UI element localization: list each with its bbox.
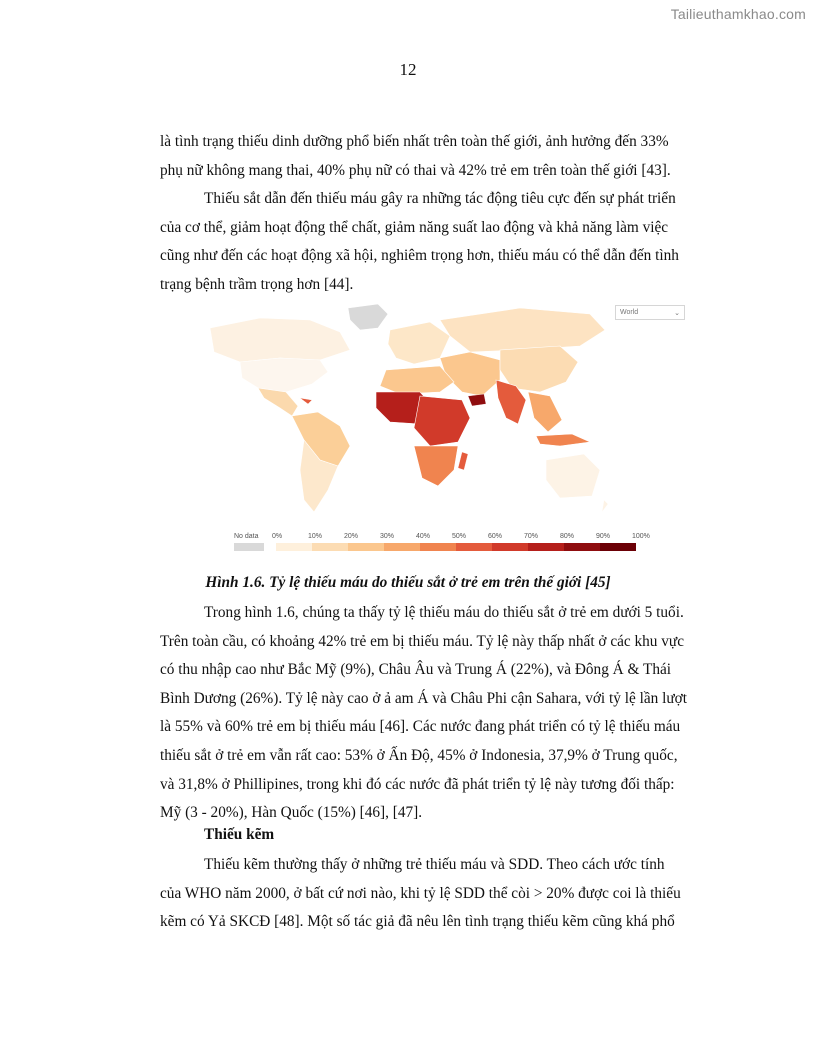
- text-line: có thu nhập cao như Bắc Mỹ (9%), Châu Âu và Trung Á (22%), và Đông Á & Thái: [160, 661, 672, 679]
- text-line: Mỹ (3 - 20%), Hàn Quốc (15%) [46], [47].: [160, 804, 423, 822]
- text-line: là 55% và 60% trẻ em bị thiếu máu [46]. Các nước đang phát triển có tỷ lệ thiếu máu: [160, 718, 681, 736]
- legend-tick-label: 30%: [380, 533, 395, 540]
- legend-tick-label: 90%: [596, 533, 611, 540]
- text-line: Thiếu kẽm thường thấy ở những trẻ thiếu máu và SDD. Theo cách ước tính: [204, 856, 665, 873]
- legend-tick-label: 20%: [344, 533, 359, 540]
- map-region-australia: [546, 454, 600, 498]
- paragraph-4: [160, 851, 712, 937]
- text-line: Trong hình 1.6, chúng ta thấy tỷ lệ thiếu máu do thiếu sắt ở trẻ em dưới 5 tuổi.: [204, 604, 684, 621]
- legend-color-swatch: [420, 543, 456, 551]
- anemia-world-map: [200, 300, 696, 558]
- map-region-canada: [210, 318, 350, 362]
- legend-color-swatch: [564, 543, 600, 551]
- legend-tick-label: 100%: [632, 533, 650, 540]
- text-line: và 31,8% ở Phillipines, trong khi đó các nước đã phát triển tỷ lệ này tương đối thấp:: [160, 775, 675, 793]
- region-dropdown-value: World: [620, 309, 639, 316]
- watermark: Tailieuthamkhao.com: [670, 6, 806, 22]
- map-legend: [234, 533, 674, 559]
- section-heading: Thiếu kẽm: [204, 826, 275, 843]
- map-region-indonesia: [536, 434, 590, 446]
- paragraph-2: [160, 185, 712, 299]
- text-line: Trên toàn cầu, có khoảng 42% trẻ em bị thiếu máu. Tỷ lệ này thấp nhất ở các khu vực: [160, 632, 685, 650]
- map-region-new-zealand: [602, 500, 608, 512]
- text-line: là tình trạng thiếu dinh dưỡng phổ biến nhất trên toàn thế giới, ảnh hưởng đến 33%: [160, 133, 669, 150]
- map-region-caribbean: [300, 398, 312, 404]
- map-region-central-america: [258, 388, 298, 416]
- map-region-north-africa: [380, 366, 454, 394]
- text-line: kẽm có Yả SKCĐ [48]. Một số tác giả đã nêu lên tình trạng thiếu kẽm cũng khá phổ: [160, 913, 675, 931]
- legend-no-data-label: No data: [234, 533, 259, 540]
- legend-color-swatch: [276, 543, 312, 551]
- text-line: của cơ thể, giảm hoạt động thể chất, giảm năng suất lao động và khả năng làm việc: [160, 218, 669, 236]
- page-number: 12: [399, 60, 417, 79]
- legend-tick-label: 0%: [272, 533, 283, 540]
- map-region-madagascar: [458, 452, 468, 470]
- text-line: cũng như đến các hoạt động xã hội, nghiêm trọng hơn, thiếu máu có thể dẫn đến tình: [160, 247, 679, 265]
- legend-color-swatch: [348, 543, 384, 551]
- map-region-russia: [440, 308, 605, 352]
- legend-color-swatch: [528, 543, 564, 551]
- figure-caption: Hình 1.6. Tỷ lệ thiếu máu do thiếu sắt ở trẻ em trên thế giới [45]: [205, 574, 611, 591]
- text-line: thiếu sắt ở trẻ em vẫn rất cao: 53% ở Ấn Độ, 45% ở Indonesia, 37,9% ở Trung quốc,: [160, 746, 678, 764]
- legend-no-data-swatch: [234, 543, 264, 551]
- legend-tick-label: 50%: [452, 533, 467, 540]
- map-region-central-africa: [414, 396, 470, 446]
- map-region-middle-east: [440, 352, 500, 396]
- world-map-svg: [200, 300, 610, 530]
- legend-color-swatch: [384, 543, 420, 551]
- legend-color-swatch: [312, 543, 348, 551]
- legend-tick-label: 70%: [524, 533, 539, 540]
- region-dropdown[interactable]: [615, 305, 685, 320]
- legend-tick-label: 60%: [488, 533, 503, 540]
- legend-color-swatch: [492, 543, 528, 551]
- map-region-usa: [240, 358, 328, 392]
- legend-color-swatch: [456, 543, 492, 551]
- map-region-southern-africa: [414, 446, 458, 486]
- map-region-southeast-asia: [528, 392, 562, 432]
- legend-color-swatch: [600, 543, 636, 551]
- legend-tick-label: 80%: [560, 533, 575, 540]
- chevron-down-icon: ⌄: [674, 309, 680, 317]
- text-line: Bình Dương (26%). Tỷ lệ này cao ở ả am Á và Châu Phi cận Sahara, với tỷ lệ lần lượt: [160, 689, 687, 707]
- text-line: Thiếu sắt dẫn đến thiếu máu gây ra những tác động tiêu cực đến sự phát triển: [204, 190, 676, 207]
- map-region-greenland: [348, 304, 388, 330]
- paragraph-1: [160, 128, 712, 185]
- map-region-yemen: [468, 394, 486, 406]
- map-region-south-america-north: [292, 412, 350, 466]
- text-line: phụ nữ không mang thai, 40% phụ nữ có thai và 42% trẻ em trên toàn thế giới [43].: [160, 161, 671, 179]
- text-line: trạng bệnh trầm trọng hơn [44].: [160, 275, 354, 293]
- text-line: của WHO năm 2000, ở bất cứ nơi nào, khi tỷ lệ SDD thể còi > 20% được coi là thiếu: [160, 884, 681, 902]
- legend-tick-label: 10%: [308, 533, 323, 540]
- paragraph-3: [160, 599, 712, 828]
- legend-tick-label: 40%: [416, 533, 431, 540]
